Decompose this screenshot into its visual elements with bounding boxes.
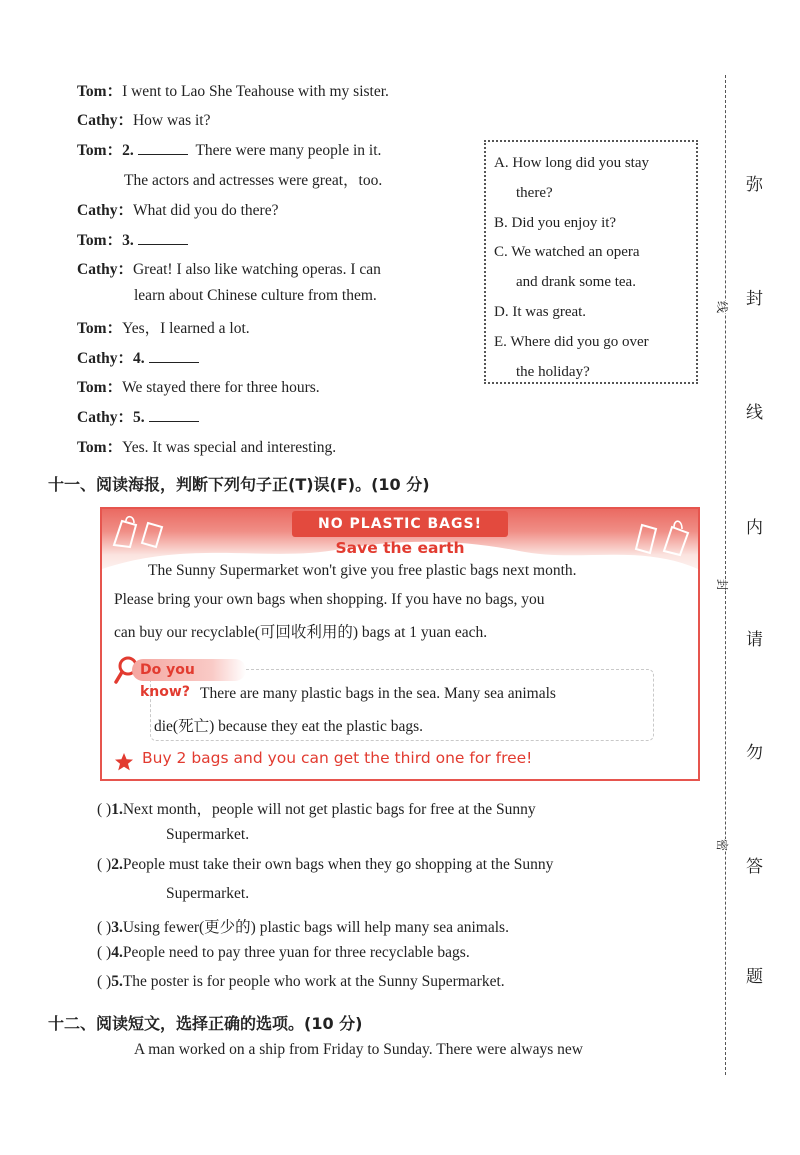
poster-body-line: The Sunny Supermarket won't give you free plastic bags next month.: [148, 562, 577, 579]
tf-item: ( )1.Next month，people will not get plastic bags for free at the Sunny: [97, 801, 536, 818]
section-11-heading: 十一、阅读海报，判断下列句子正(T)误(F)。(10 分): [48, 475, 430, 494]
option-item: E. Where did you go over the holiday?: [494, 333, 649, 380]
poster-offer: Buy 2 bags and you can get the third one for free!: [142, 749, 533, 767]
do-you-know-line: die(死亡) because they eat the plastic bags.: [154, 718, 423, 735]
dialogue-line: learn about Chinese culture from them.: [134, 287, 377, 304]
answer-blank[interactable]: [149, 348, 199, 363]
dialogue-line: Tom：We stayed there for three hours.: [77, 379, 320, 396]
answer-paren[interactable]: ( ): [97, 856, 112, 873]
tf-item: ( )2.People must take their own bags when they go shopping at the Sunny: [97, 856, 554, 873]
tf-item-cont: Supermarket.: [166, 826, 250, 843]
binding-dashed-line: [725, 75, 726, 1075]
dialogue-line: Cathy：What did you do there?: [77, 202, 279, 219]
margin-char: 请: [746, 630, 763, 650]
dialogue-line: Cathy：4.: [77, 346, 199, 368]
tf-item: ( )5.The poster is for people who work at the Sunny Supermarket.: [97, 973, 505, 990]
dialogue-line: Tom：3.: [77, 228, 188, 250]
poster: [100, 507, 700, 781]
margin-char: 封: [746, 289, 763, 309]
poster-body-line: Please bring your own bags when shopping. If you have no bags, you: [114, 591, 545, 608]
margin-char: 内: [746, 518, 763, 538]
margin-char: 题: [746, 967, 763, 987]
do-you-know-line: There are many plastic bags in the sea. Many sea animals: [200, 685, 556, 702]
answer-blank[interactable]: [149, 407, 199, 422]
passage-first-line: A man worked on a ship from Friday to Sunday. There were always new: [134, 1041, 583, 1058]
margin-char: 勿: [746, 743, 763, 763]
tf-item-cont: Supermarket.: [166, 885, 250, 902]
option-item: C. We watched an opera and drank some tea.: [494, 244, 640, 291]
answer-blank[interactable]: [138, 140, 188, 155]
poster-banner: [292, 511, 508, 537]
dialogue-line: Cathy：Great! I also like watching operas. I can: [77, 261, 381, 278]
margin-char: 弥: [746, 175, 763, 195]
dialogue-line: Tom：2. There were many people in it.: [77, 142, 382, 159]
dialogue-line: Cathy：5.: [77, 405, 199, 427]
dialogue-line: Tom：Yes，I learned a lot.: [77, 320, 250, 337]
poster-banner-title: NO PLASTIC BAGS!: [318, 516, 482, 532]
answer-paren[interactable]: ( ): [97, 973, 112, 990]
dialogue-line: Tom：Yes. It was special and interesting.: [77, 439, 337, 456]
poster-subtitle: Save the earth: [335, 539, 465, 557]
binding-mark: 线: [715, 300, 730, 314]
answer-paren[interactable]: ( ): [97, 919, 112, 936]
margin-char: 线: [746, 403, 763, 423]
section-12-heading: 十二、阅读短文，选择正确的选项。(10 分): [48, 1014, 363, 1033]
answer-paren[interactable]: ( ): [97, 801, 112, 818]
option-item: A. How long did you stay there?: [494, 155, 649, 201]
binding-mark: 封: [715, 578, 730, 592]
answer-blank[interactable]: [138, 230, 188, 245]
dialogue-line: Cathy：How was it?: [77, 112, 211, 129]
dialogue-line: The actors and actresses were great，too.: [124, 172, 383, 189]
tf-item: ( )3.Using fewer(更少的) plastic bags will help many sea animals.: [97, 919, 509, 936]
poster-body-line: can buy our recyclable(可回收利用的) bags at 1 yuan each.: [114, 624, 488, 641]
option-item: B. Did you enjoy it?: [494, 214, 617, 231]
do-you-know-label: Do you know?: [132, 659, 246, 681]
margin-char: 答: [746, 857, 763, 877]
options-box: [484, 140, 698, 384]
dialogue-line: Tom：I went to Lao She Teahouse with my sister.: [77, 83, 389, 100]
star-icon: [114, 752, 134, 772]
poster-wave-decoration: [102, 529, 698, 589]
option-item: D. It was great.: [494, 303, 587, 320]
binding-mark: 密: [715, 838, 730, 852]
tf-item: ( )4.People need to pay three yuan for three recyclable bags.: [97, 944, 470, 961]
answer-paren[interactable]: ( ): [97, 944, 112, 961]
